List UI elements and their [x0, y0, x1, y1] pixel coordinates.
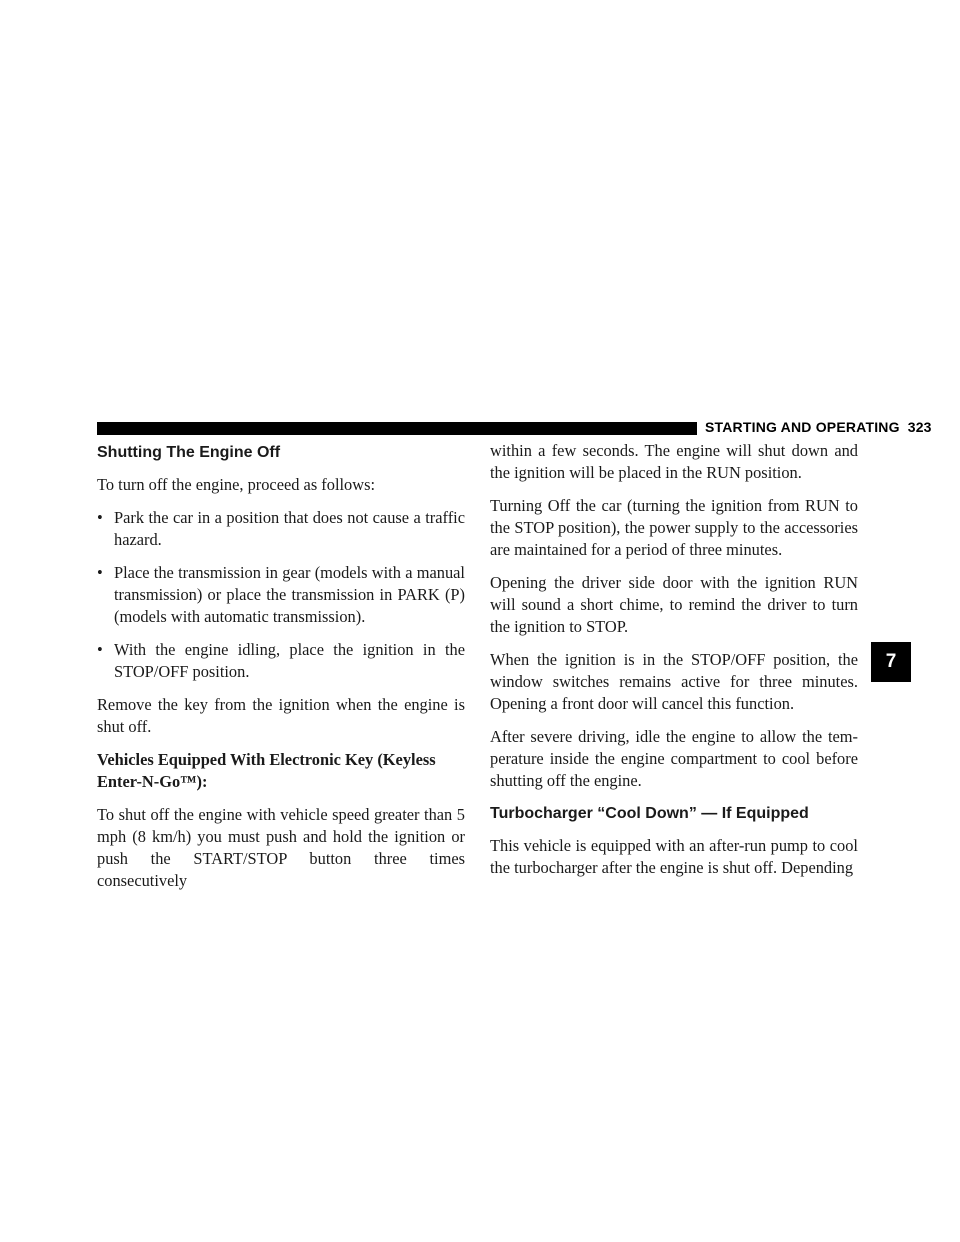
- running-header: [705, 419, 932, 435]
- bullet-icon: •: [97, 563, 103, 582]
- left-column: [97, 438, 465, 903]
- turning-off-paragraph: Turning Off the car (turning the ignition from RUN to the STOP position), the power supply to the accessories are maintained for a period of three minutes.: [490, 496, 858, 559]
- subheading-electronic-key: Vehicles Equipped With Electronic Key (Keyless Enter-N-Go™):: [97, 750, 436, 791]
- list-item: [97, 639, 465, 683]
- list-item-text: With the engine idling, place the ignition in the STOP/OFF position.: [114, 640, 465, 681]
- bullet-icon: •: [97, 508, 103, 527]
- continuation-paragraph: within a few seconds. The engine will shut down and the ignition will be placed in the RUN position.: [490, 441, 858, 482]
- shutoff-speed-paragraph: To shut off the engine with vehicle speed greater than 5 mph (8 km/h) you must push and hold the ignition or push the START/STOP button three times consecutively: [97, 805, 465, 890]
- page-number: 323: [907, 419, 932, 435]
- severe-driving-paragraph: After severe driving, idle the engine to allow the tem-perature inside the engine compartment to cool before shutting off the engine.: [490, 727, 858, 790]
- remove-key-paragraph: Remove the key from the ignition when the engine is shut off.: [97, 695, 465, 736]
- intro-paragraph: To turn off the engine, proceed as follows:: [97, 475, 376, 494]
- list-item-text: Place the transmission in gear (models with a manual transmission) or place the transmission in PARK (P) (models with automatic transmission).: [114, 563, 465, 626]
- bullet-icon: •: [97, 640, 103, 659]
- section-heading-shutting-engine-off: Shutting The Engine Off: [97, 444, 281, 461]
- header-rule-bar: [97, 422, 697, 435]
- chapter-tab: 7: [871, 642, 911, 682]
- section-title: STARTING AND OPERATING: [705, 419, 900, 435]
- right-column: [490, 440, 858, 890]
- list-item: [97, 562, 465, 628]
- driver-door-paragraph: Opening the driver side door with the ignition RUN will sound a short chime, to remind the driver to turn the ignition to STOP.: [490, 573, 858, 636]
- list-item: [97, 507, 465, 551]
- section-heading-turbocharger: Turbocharger “Cool Down” — If Equipped: [490, 805, 809, 822]
- window-switches-paragraph: When the ignition is in the STOP/OFF position, the window switches remains active for three minutes. Opening a front door will cancel this function.: [490, 650, 858, 713]
- list-item-text: Park the car in a position that does not cause a traffic hazard.: [114, 508, 465, 549]
- turbo-paragraph: This vehicle is equipped with an after-run pump to cool the turbocharger after the engine is shut off. Depending: [490, 836, 858, 877]
- shutdown-steps-list: [97, 507, 465, 683]
